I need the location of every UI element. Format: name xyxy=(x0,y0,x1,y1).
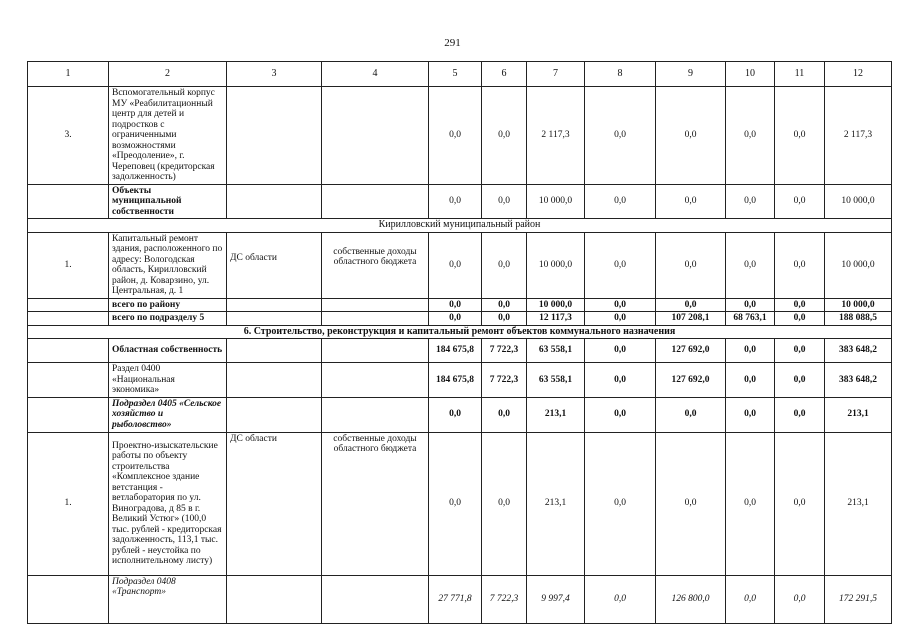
value-cell: 0,0 xyxy=(429,87,482,185)
value-cell: 0,0 xyxy=(429,232,482,298)
value-cell: 10 000,0 xyxy=(825,184,892,219)
table-row xyxy=(28,397,892,432)
table-row xyxy=(28,184,892,219)
object-name: Подраздел 0408 «Транспорт» xyxy=(109,575,227,623)
value-cell: 0,0 xyxy=(775,575,825,623)
value-cell: 107 208,1 xyxy=(656,312,726,326)
value-cell: 0,0 xyxy=(775,432,825,575)
total-label: всего по подразделу 5 xyxy=(109,312,227,326)
section-heading: 6. Строительство, реконструкция и капитальный ремонт объектов коммунального назначения xyxy=(28,325,892,339)
value-cell: 2 117,3 xyxy=(527,87,585,185)
value-cell: 0,0 xyxy=(482,232,527,298)
value-cell: 0,0 xyxy=(585,232,656,298)
value-cell: 0,0 xyxy=(775,363,825,398)
value-cell: 127 692,0 xyxy=(656,363,726,398)
value-cell: 0,0 xyxy=(585,298,656,312)
value-cell: 10 000,0 xyxy=(527,298,585,312)
value-cell: 68 763,1 xyxy=(726,312,775,326)
table-row xyxy=(28,575,892,623)
header-cell: 12 xyxy=(825,62,892,87)
value-cell: 0,0 xyxy=(585,432,656,575)
value-cell: 188 088,5 xyxy=(825,312,892,326)
value-cell: 213,1 xyxy=(825,432,892,575)
value-cell: 0,0 xyxy=(482,432,527,575)
header-cell: 2 xyxy=(109,62,227,87)
value-cell: 0,0 xyxy=(775,298,825,312)
value-cell: 10 000,0 xyxy=(527,232,585,298)
header-cell: 6 xyxy=(482,62,527,87)
value-cell: 0,0 xyxy=(482,298,527,312)
value-cell: 63 558,1 xyxy=(527,339,585,363)
value-cell: 10 000,0 xyxy=(825,298,892,312)
table-row xyxy=(28,363,892,398)
table-row xyxy=(28,232,892,298)
header-cell: 3 xyxy=(227,62,322,87)
value-cell: 0,0 xyxy=(775,397,825,432)
object-name: Вспомогательный корпус МУ «Реабилитационный центр для детей и подростков с ограниченными возможностями «Преодоление», г. Череповец (кредиторская задолженность) xyxy=(109,87,227,185)
value-cell: 0,0 xyxy=(429,312,482,326)
value-cell: 7 722,3 xyxy=(482,575,527,623)
value-cell: 0,0 xyxy=(585,87,656,185)
value-cell: 63 558,1 xyxy=(527,363,585,398)
value-cell: 9 997,4 xyxy=(527,575,585,623)
value-cell: 0,0 xyxy=(585,397,656,432)
source-cell xyxy=(322,87,429,185)
value-cell: 0,0 xyxy=(775,87,825,185)
customer-cell xyxy=(227,87,322,185)
value-cell: 383 648,2 xyxy=(825,339,892,363)
value-cell: 12 117,3 xyxy=(527,312,585,326)
value-cell: 0,0 xyxy=(482,87,527,185)
value-cell: 0,0 xyxy=(656,232,726,298)
page-number: 291 xyxy=(444,37,461,49)
value-cell: 0,0 xyxy=(585,339,656,363)
header-cell: 5 xyxy=(429,62,482,87)
value-cell: 0,0 xyxy=(726,363,775,398)
row-number: 1. xyxy=(28,232,109,298)
source-cell xyxy=(322,184,429,219)
value-cell: 172 291,5 xyxy=(825,575,892,623)
value-cell: 213,1 xyxy=(825,397,892,432)
value-cell: 2 117,3 xyxy=(825,87,892,185)
value-cell: 0,0 xyxy=(726,397,775,432)
header-cell: 4 xyxy=(322,62,429,87)
value-cell: 127 692,0 xyxy=(656,339,726,363)
value-cell: 0,0 xyxy=(656,87,726,185)
value-cell: 213,1 xyxy=(527,397,585,432)
value-cell: 0,0 xyxy=(585,575,656,623)
value-cell: 383 648,2 xyxy=(825,363,892,398)
value-cell: 0,0 xyxy=(726,298,775,312)
value-cell: 126 800,0 xyxy=(656,575,726,623)
value-cell: 0,0 xyxy=(726,184,775,219)
total-label: всего по району xyxy=(109,298,227,312)
value-cell: 0,0 xyxy=(585,363,656,398)
total-row xyxy=(28,298,892,312)
value-cell: 10 000,0 xyxy=(527,184,585,219)
header-cell: 11 xyxy=(775,62,825,87)
value-cell: 0,0 xyxy=(482,184,527,219)
value-cell: 0,0 xyxy=(429,298,482,312)
object-name: Раздел 0400 «Национальная экономика» xyxy=(109,363,227,398)
value-cell: 0,0 xyxy=(656,184,726,219)
header-cell: 10 xyxy=(726,62,775,87)
value-cell: 0,0 xyxy=(775,184,825,219)
budget-table xyxy=(27,61,892,624)
header-cell: 7 xyxy=(527,62,585,87)
source-cell: собственные доходы областного бюджета xyxy=(322,232,429,298)
district-heading: Кирилловский муниципальный район xyxy=(28,219,892,233)
table-row xyxy=(28,432,892,575)
value-cell: 0,0 xyxy=(656,397,726,432)
value-cell: 0,0 xyxy=(429,184,482,219)
row-number: 1. xyxy=(28,432,109,575)
value-cell: 0,0 xyxy=(656,298,726,312)
object-name: Областная собственность xyxy=(109,339,227,363)
value-cell: 7 722,3 xyxy=(482,339,527,363)
header-cell: 9 xyxy=(656,62,726,87)
value-cell: 0,0 xyxy=(482,397,527,432)
value-cell: 184 675,8 xyxy=(429,363,482,398)
value-cell: 0,0 xyxy=(726,339,775,363)
value-cell: 0,0 xyxy=(726,232,775,298)
value-cell: 184 675,8 xyxy=(429,339,482,363)
value-cell: 0,0 xyxy=(775,232,825,298)
table-row xyxy=(28,339,892,363)
value-cell: 0,0 xyxy=(656,432,726,575)
source-cell: собственные доходы областного бюджета xyxy=(322,432,429,575)
value-cell: 0,0 xyxy=(429,397,482,432)
value-cell: 0,0 xyxy=(775,312,825,326)
value-cell: 10 000,0 xyxy=(825,232,892,298)
object-name: Капитальный ремонт здания, расположенного по адресу: Вологодская область, Кирилловский район, д. Коварзино, ул. Центральная, д. 1 xyxy=(109,232,227,298)
section-row xyxy=(28,219,892,233)
value-cell: 0,0 xyxy=(726,575,775,623)
section-row xyxy=(28,325,892,339)
customer-cell: ДС области xyxy=(227,432,322,575)
customer-cell xyxy=(227,184,322,219)
table-row xyxy=(28,87,892,185)
value-cell: 0,0 xyxy=(585,312,656,326)
value-cell: 0,0 xyxy=(775,339,825,363)
total-row xyxy=(28,312,892,326)
value-cell: 0,0 xyxy=(429,432,482,575)
row-number: 3. xyxy=(28,87,109,185)
customer-cell: ДС области xyxy=(227,232,322,298)
row-number xyxy=(28,184,109,219)
value-cell: 0,0 xyxy=(482,312,527,326)
header-cell: 1 xyxy=(28,62,109,87)
value-cell: 0,0 xyxy=(585,184,656,219)
value-cell: 0,0 xyxy=(726,87,775,185)
object-name: Подраздел 0405 «Сельское хозяйство и рыболовство» xyxy=(109,397,227,432)
object-name: Проектно-изыскательские работы по объекту строительства «Комплексное здание ветстанция - ветлаборатория по ул. Виноградова, д 85 в г. Великий Устюг» (100,0 тыс. рублей - кредиторская задолженность, 113,1 тыс. рублей - неустойка по исполнительному листу) xyxy=(109,432,227,575)
value-cell: 7 722,3 xyxy=(482,363,527,398)
value-cell: 0,0 xyxy=(726,432,775,575)
value-cell: 213,1 xyxy=(527,432,585,575)
header-row xyxy=(28,62,892,87)
value-cell: 27 771,8 xyxy=(429,575,482,623)
object-name: Объекты муниципальной собственности xyxy=(109,184,227,219)
header-cell: 8 xyxy=(585,62,656,87)
